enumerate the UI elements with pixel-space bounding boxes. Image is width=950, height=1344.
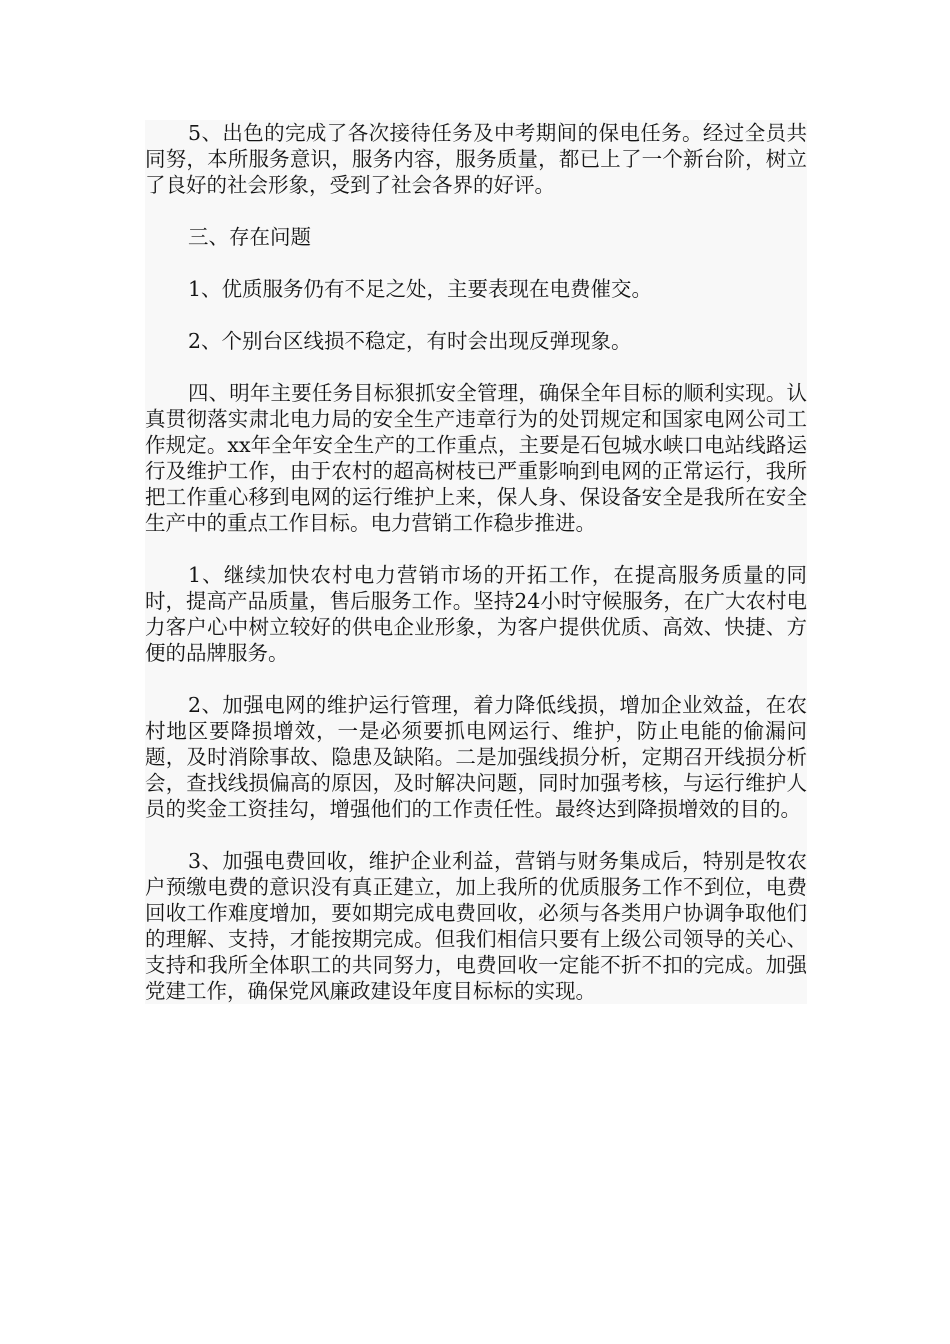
paragraph-item-5-completion: 5、出色的完成了各次接待任务及中考期间的保电任务。经过全员共同努，本所服务意识，服务内容，服务质量，都已上了一个新台阶，树立了良好的社会形象，受到了社会各界的好评。 bbox=[145, 121, 807, 197]
paragraph-next-year-goals: 四、明年主要任务目标狠抓安全管理，确保全年目标的顺利实现。认真贯彻落实肃北电力局的安全生产违章行为的处罚规定和国家电网公司工作规定。xx年全年安全生产的工作重点，主要是石包城水峡口电站线路运行及维护工作，由于农村的超高树枝已严重影响到电网的正常运行，我所把工作重心移到电网的运行维护上来，保人身、保设备安全是我所在安全生产中的重点工作目标。电力营销工作稳步推进。 bbox=[145, 381, 807, 535]
paragraph-goal-2-maintenance: 2、加强电网的维护运行管理，着力降低线损，增加企业效益，在农村地区要降损增效，一是必须要抓电网运行、维护，防止电能的偷漏问题，及时消除事故、隐患及缺陷。二是加强线损分析，定期召开线损分析会，查找线损偏高的原因，及时解决问题，同时加强考核，与运行维护人员的奖金工资挂勾，增强他们的工作责任性。最终达到降损增效的目的。 bbox=[145, 693, 807, 821]
section-heading-existing-problems: 三、存在问题 bbox=[188, 225, 311, 249]
paragraph-goal-1-marketing: 1、继续加快农村电力营销市场的开拓工作，在提高服务质量的同时，提高产品质量，售后服务工作。坚持24小时守候服务，在广大农村电力客户心中树立较好的供电企业形象，为客户提供优质、高效、快捷、方便的品牌服务。 bbox=[145, 563, 807, 665]
document-body bbox=[145, 120, 807, 1004]
paragraph-problem-2: 2、个别台区线损不稳定，有时会出现反弹现象。 bbox=[188, 329, 632, 353]
paragraph-problem-1: 1、优质服务仍有不足之处，主要表现在电费催交。 bbox=[188, 277, 653, 301]
paragraph-goal-3-fee-collection: 3、加强电费回收，维护企业利益，营销与财务集成后，特别是牧农户预缴电费的意识没有真正建立，加上我所的优质服务工作不到位，电费回收工作难度增加，要如期完成电费回收，必须与各类用户协调争取他们的理解、支持，才能按期完成。但我们相信只要有上级公司领导的关心、支持和我所全体职工的共同努力，电费回收一定能不折不扣的完成。加强党建工作，确保党风廉政建设年度目标标的实现。 bbox=[145, 849, 807, 1003]
